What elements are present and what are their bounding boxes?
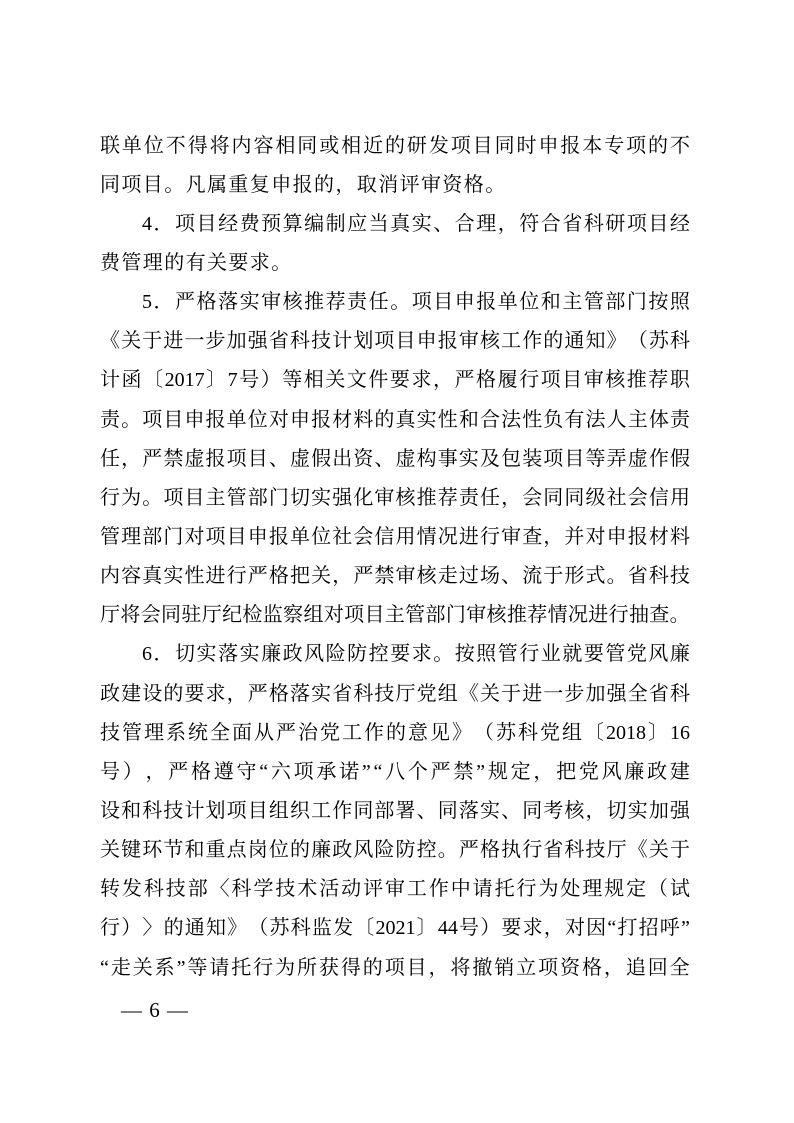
text-line: 《 关 于 进 一 步 加 强 省 科 技 计 划 项 目 申 报 审 核 工 作 的 通 知 》 （ 苏 科 xyxy=(100,330,690,353)
text-line: 管 理 部 门 对 项 目 申 报 单 位 社 会 信 用 情 况 进 行 审 查 ， 并 对 申 报 材 料 xyxy=(100,525,690,548)
text-line: 6 ． 切 实 落 实 廉 政 风 险 防 控 要 求 。 按 照 管 行 业 就 要 管 党 风 廉 xyxy=(142,643,690,666)
text-line: 技 管 理 系 统 全 面 从 严 治 党 工 作 的 意 见 》 （ 苏 科 党 组 〔 2018 〕 16 xyxy=(100,721,690,744)
text-line: 5 ． 严 格 落 实 审 核 推 荐 责 任 。 项 目 申 报 单 位 和 主 管 部 门 按 照 xyxy=(142,291,690,314)
text-line: 设 和 科 技 计 划 项 目 组 织 工 作 同 部 署 、 同 落 实 、 同 考 核 ， 切 实 加 强 xyxy=(100,799,690,822)
text-line: 厅 将 会 同 驻 厅 纪 检 监 察 组 对 项 目 主 管 部 门 审 核 推 荐 情 况 进 行 抽 查 。 xyxy=(100,604,690,627)
text-line: 任 ， 严 禁 虚 报 项 目 、 虚 假 出 资 、 虚 构 事 实 及 包 装 项 目 等 弄 虚 作 假 xyxy=(100,447,690,470)
text-line: 政 建 设 的 要 求 ， 严 格 落 实 省 科 技 厅 党 组 《 关 于 进 一 步 加 强 全 省 科 xyxy=(100,682,690,705)
text-line: 内 容 真 实 性 进 行 严 格 把 关 ， 严 禁 审 核 走 过 场 、 流 于 形 式 。 省 科 技 xyxy=(100,565,690,588)
text-line: 计 函 〔 2017 〕 7 号 ） 等 相 关 文 件 要 求 ， 严 格 履 行 项 目 审 核 推 荐 职 xyxy=(100,369,690,392)
text-line: 转 发 科 技 部 〈 科 学 技 术 活 动 评 审 工 作 中 请 托 行 为 处 理 规 定 （ 试 xyxy=(100,878,690,901)
page-number: — 6 — xyxy=(121,998,189,1022)
text-line: 行 ） 〉 的 通 知 》 （ 苏 科 监 发 〔 2021 〕 44 号 ） 要 求 ， 对 因 “ 打 招 呼 ” xyxy=(100,917,690,940)
text-line: 联 单 位 不 得 将 内 容 相 同 或 相 近 的 研 发 项 目 同 时 申 报 本 专 项 的 不 xyxy=(100,134,690,157)
text-line: 号 ） ， 严 格 遵 守 “ 六 项 承 诺 ” “ 八 个 严 禁 ” 规 定 ， 把 党 风 廉 政 建 xyxy=(100,760,690,783)
text-line: 关 键 环 节 和 重 点 岗 位 的 廉 政 风 险 防 控 。 严 格 执 行 省 科 技 厅 《 关 于 xyxy=(100,839,690,862)
text-line: 行 为 。 项 目 主 管 部 门 切 实 强 化 审 核 推 荐 责 任 ， 会 同 同 级 社 会 信 用 xyxy=(100,486,690,509)
text-line: 4 ． 项 目 经 费 预 算 编 制 应 当 真 实 、 合 理 ， 符 合 省 科 研 项 目 经 xyxy=(142,212,690,235)
text-line: 费管理的有关要求。 xyxy=(100,251,293,274)
text-line: “ 走 关 系 ” 等 请 托 行 为 所 获 得 的 项 目 ， 将 撤 销 立 项 资 格 ， 追 回 全 xyxy=(100,956,690,979)
document-body xyxy=(100,126,690,987)
text-line: 同项目。凡属重复申报的，取消评审资格。 xyxy=(100,173,507,196)
text-line: 责 。 项 目 申 报 单 位 对 申 报 材 料 的 真 实 性 和 合 法 性 负 有 法 人 主 体 责 xyxy=(100,408,690,431)
